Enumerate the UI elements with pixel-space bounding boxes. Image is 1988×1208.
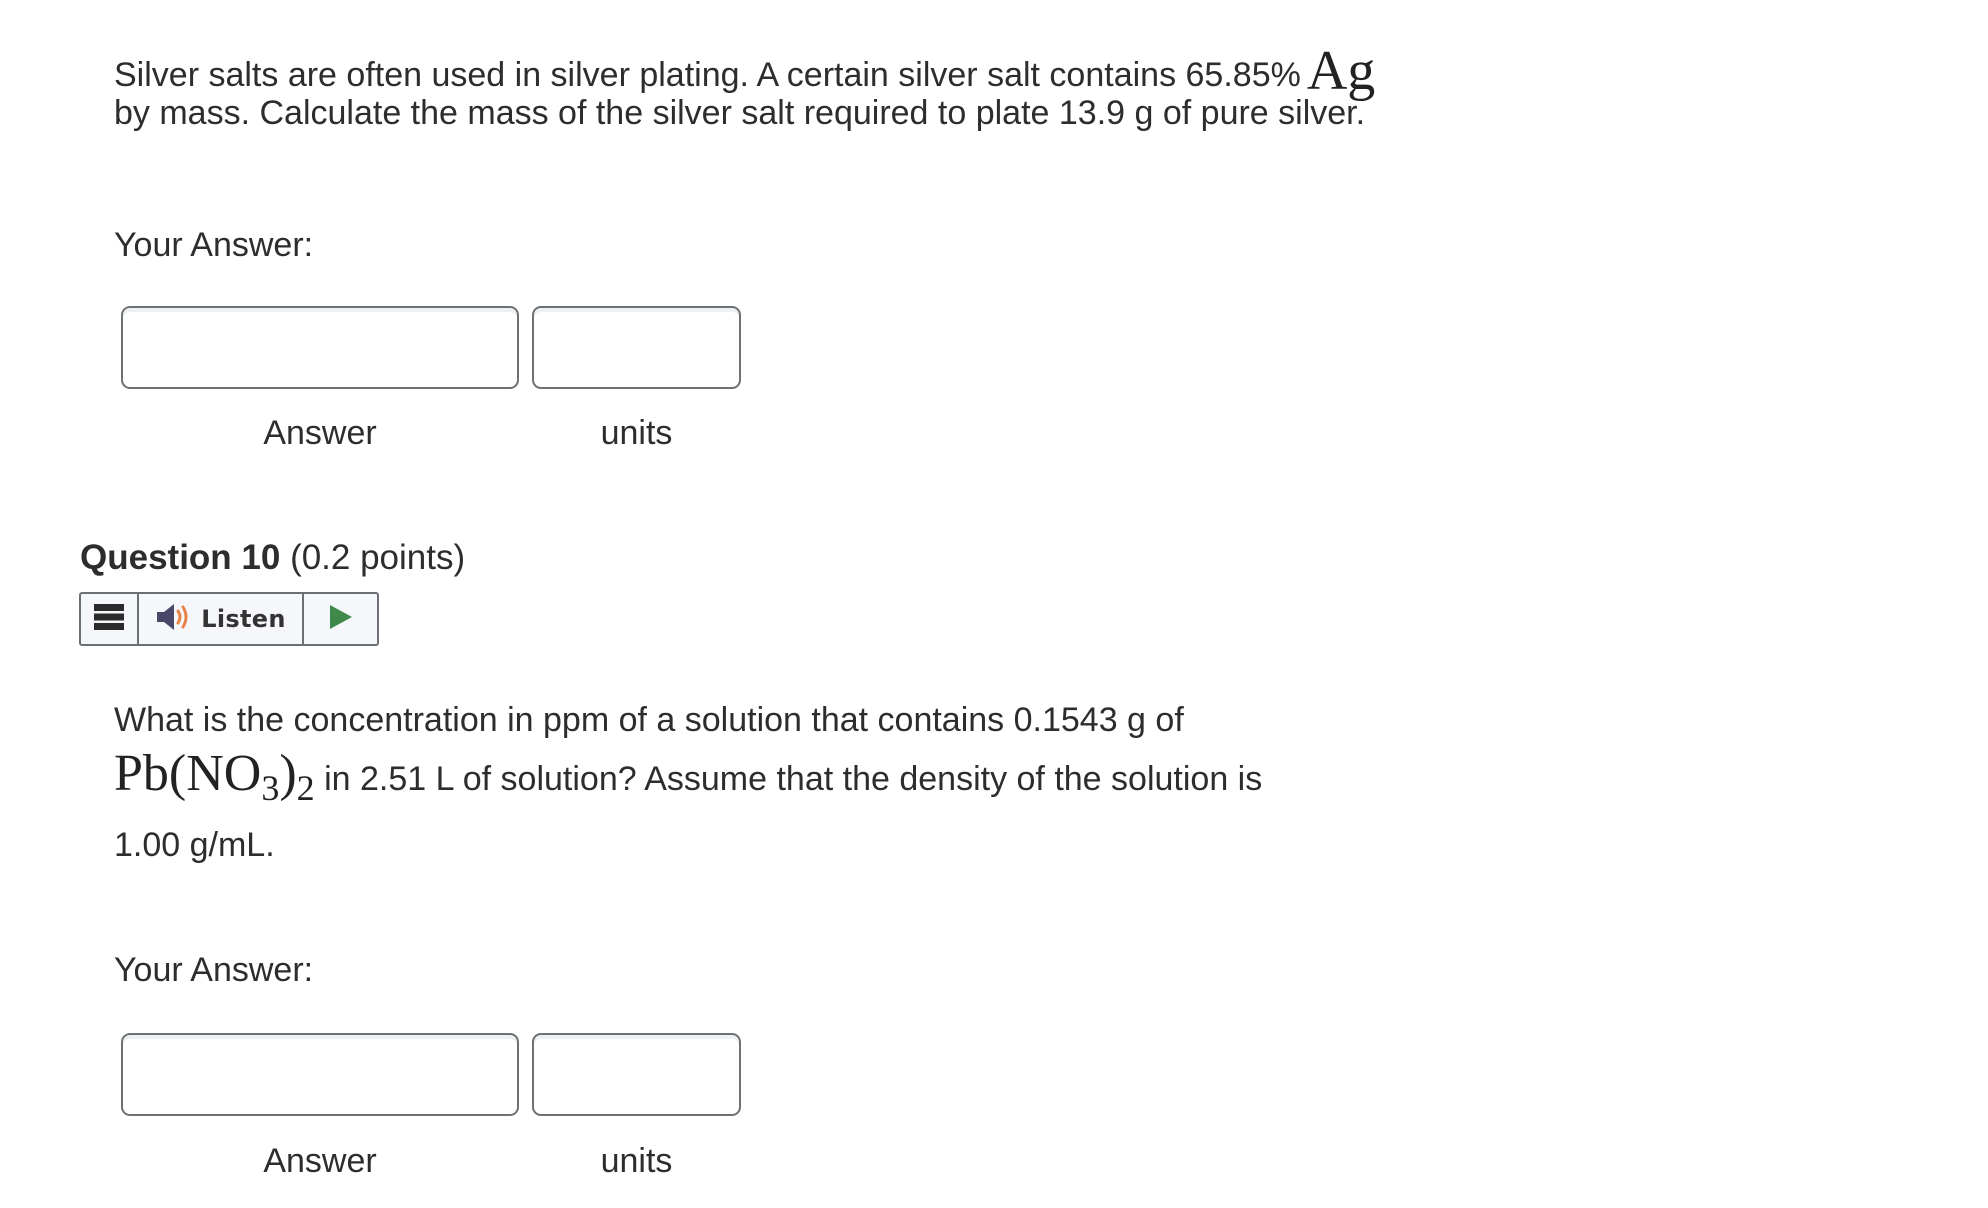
q9-your-answer-label: Your Answer: [114,226,314,264]
q10-prompt-line-1: What is the concentration in ppm of a solution that contains 0.1543 g of [114,701,1184,739]
formula-subscript-2: 2 [296,768,315,808]
listen-menu-button[interactable] [81,594,139,644]
formula-lead-nitrate [114,745,315,808]
listen-button[interactable] [139,594,304,644]
q9-prompt-line-2: by mass. Calculate the mass of the silver salt required to plate 13.9 g of pure silver. [114,94,1366,132]
q10-units-input[interactable] [532,1033,741,1116]
listen-toolbar [79,592,379,646]
question-heading [80,540,465,575]
math-element-ag: Ag [1306,40,1376,102]
q9-units-caption: units [600,414,673,452]
question-points: (0.2 points) [290,538,466,577]
q9-prompt-text-1: Silver salts are often used in silver plating. A certain silver salt contains 65.85% [114,56,1301,94]
q9-units-input[interactable] [532,306,741,389]
play-icon [330,605,352,634]
q10-prompt-text-2: in 2.51 L of solution? Assume that the density of the solution is [314,760,1263,798]
formula-close-paren: ) [279,745,297,802]
listen-label: Listen [201,605,286,633]
speaker-icon [155,602,191,637]
q10-your-answer-label: Your Answer: [114,951,314,989]
q10-units-caption: units [600,1142,673,1180]
question-title: Question 10 [80,538,281,577]
q10-answer-caption: Answer [263,1142,377,1180]
play-button[interactable] [304,594,377,644]
q10-prompt-line-3: 1.00 g/mL. [114,826,275,864]
formula-subscript-3: 3 [261,768,280,808]
q9-prompt-line-1 [114,40,1376,102]
menu-icon [94,604,124,635]
formula-base: Pb(NO [114,745,262,802]
q9-answer-input[interactable] [121,306,519,389]
q10-prompt-line-2 [114,745,1263,808]
q9-answer-caption: Answer [263,414,377,452]
q10-answer-input[interactable] [121,1033,519,1116]
